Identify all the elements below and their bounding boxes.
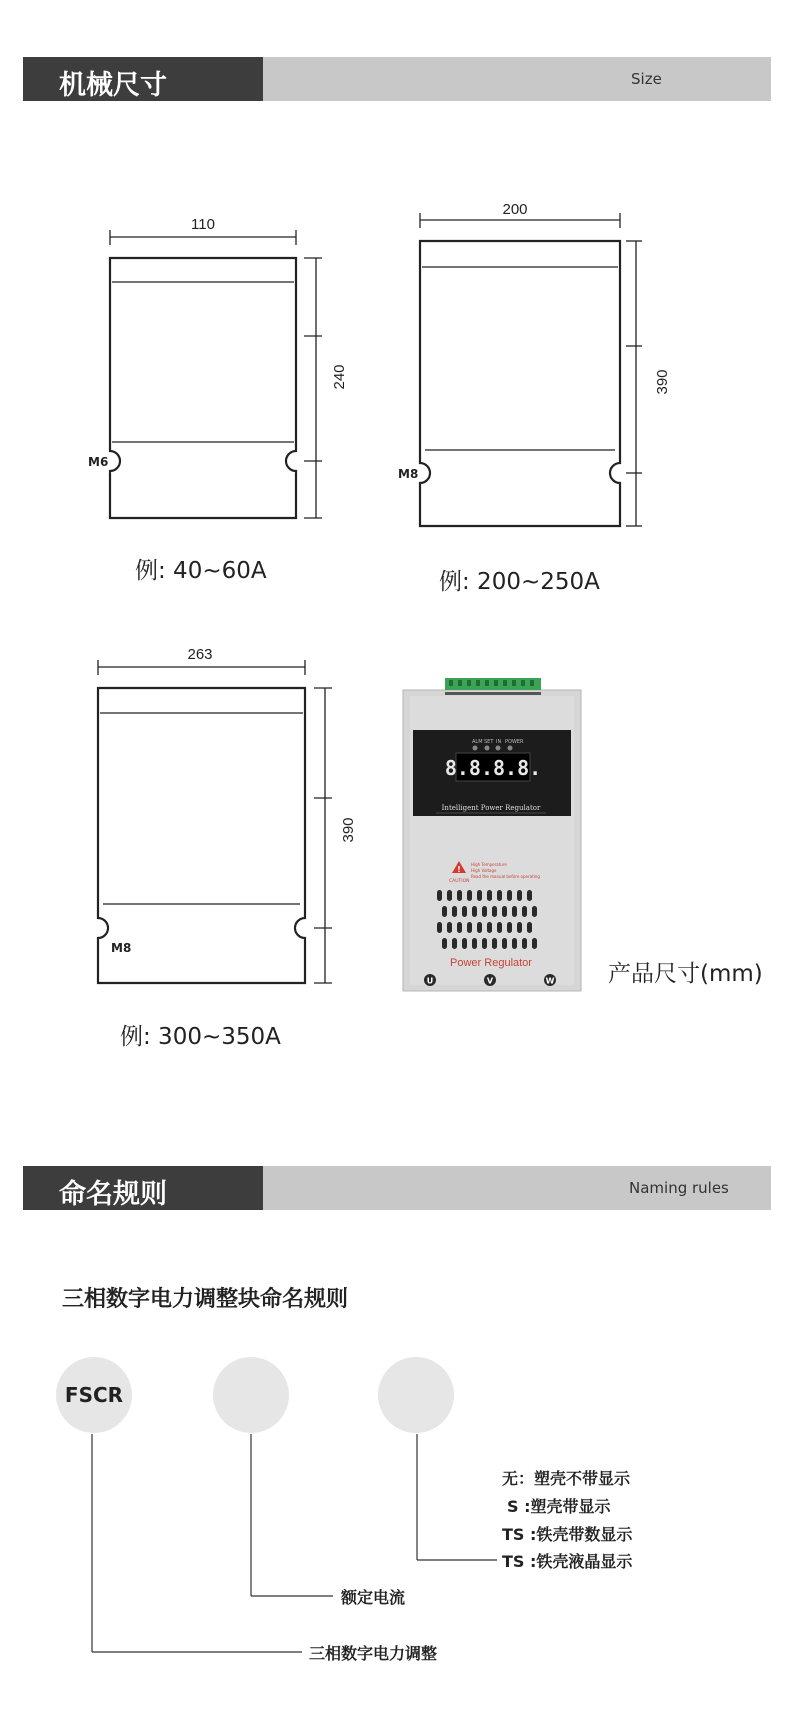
series-label: 三相数字电力调整 (309, 1644, 438, 1663)
terminal-w: W (545, 976, 555, 986)
naming-section-subtitle: Naming rules (629, 1179, 729, 1197)
indicator-set: SET (484, 739, 494, 745)
indicator-power: POWER (505, 739, 524, 745)
caution-line-1: High Temperature (471, 862, 507, 867)
drawing-3-mount-label: M8 (111, 941, 132, 955)
drawing-1 (110, 230, 322, 518)
terminal-v: V (486, 976, 494, 986)
led-display: 8.8.8.8. (444, 756, 542, 780)
caution-line-3: Read the manual before operating (471, 874, 540, 879)
series-code: FSCR (64, 1383, 124, 1407)
housing-option-2: S :塑壳带显示 (507, 1497, 611, 1516)
housing-option-1: 无：塑壳不带显示 (502, 1469, 631, 1488)
naming-circle-housing (378, 1357, 454, 1433)
naming-connectors (92, 1434, 497, 1652)
drawing-2-caption: 例: 200~250A (439, 569, 600, 595)
drawing-3 (98, 660, 332, 983)
terminal-u: U (426, 976, 434, 986)
drawing-1-height: 240 (331, 364, 348, 390)
drawing-2 (420, 213, 642, 526)
svg-text:!: ! (457, 865, 461, 874)
drawing-2-height: 390 (654, 369, 671, 395)
housing-option-3: TS :铁壳带数显示 (502, 1525, 633, 1544)
product-photo (403, 678, 581, 991)
naming-circle-series (56, 1357, 132, 1433)
drawing-2-mount-label: M8 (398, 467, 419, 481)
caution-label: CAUTION (449, 879, 470, 884)
naming-header-dark-block (23, 1166, 263, 1210)
size-section-title: 机械尺寸 (59, 70, 167, 101)
drawing-3-height: 390 (340, 817, 357, 843)
indicator-in: IN (496, 739, 502, 745)
drawing-1-caption: 例: 40~60A (135, 558, 267, 584)
naming-heading: 三相数字电力调整块命名规则 (62, 1287, 349, 1312)
naming-section-header (23, 1166, 771, 1210)
drawing-1-mount-label: M6 (88, 455, 109, 469)
drawing-1-width: 110 (191, 216, 215, 233)
naming-circle-current (213, 1357, 289, 1433)
caution-line-2: High Voltage (471, 868, 497, 873)
drawing-3-width: 263 (187, 646, 213, 663)
drawing-3-caption: 例: 300~350A (120, 1024, 281, 1050)
indicator-alm: ALM (472, 739, 483, 745)
product-size-caption: 产品尺寸(mm) (608, 961, 763, 987)
naming-section-title: 命名规则 (59, 1179, 167, 1210)
size-section-subtitle: Size (631, 70, 662, 88)
housing-option-4: TS :铁壳液晶显示 (502, 1552, 633, 1571)
drawing-2-width: 200 (502, 201, 528, 218)
rated-current-label: 额定电流 (341, 1588, 406, 1607)
panel-text: Intelligent Power Regulator (441, 804, 541, 812)
brand-text: Power Regulator (450, 957, 532, 969)
